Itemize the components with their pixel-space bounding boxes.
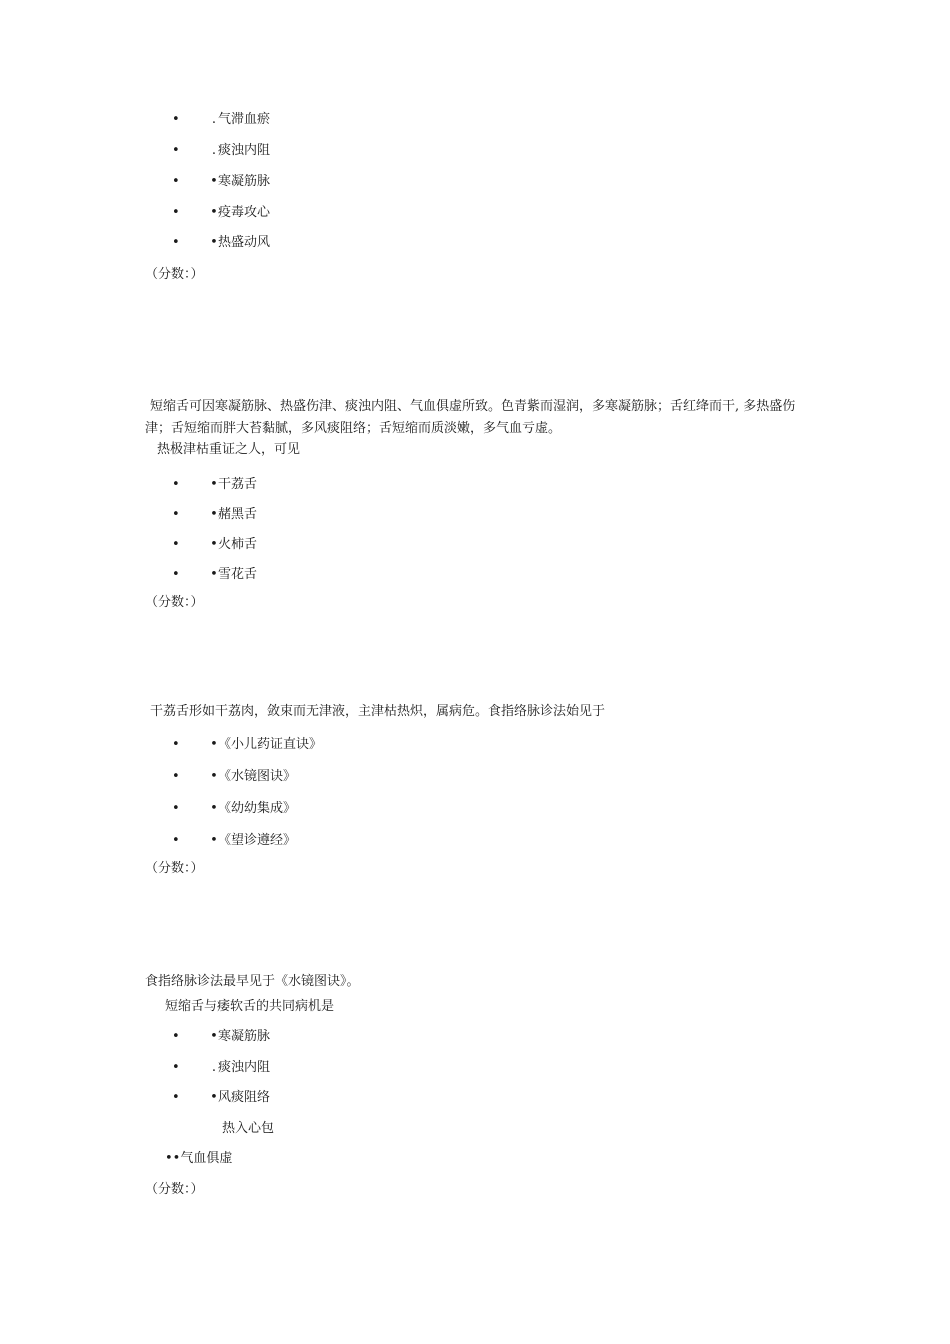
option-text: •干荔舌 (210, 477, 258, 492)
option-text: •《水镜图诀》 (210, 769, 297, 784)
q2-score: （分数：） (145, 595, 204, 610)
option-text: •《小儿药证直诀》 (210, 737, 323, 752)
bullet: • (172, 801, 180, 816)
bullet: • (172, 1090, 180, 1105)
q3-explanation: 食指络脉诊法最早见于《水镜图诀》。 (145, 974, 360, 989)
q4-option-last[interactable]: ••气血俱虚 (165, 1151, 233, 1166)
option-text: •《望诊遵经》 (210, 833, 297, 848)
bullet: • (172, 143, 180, 158)
bullet: • (172, 1060, 180, 1075)
option-text: •寒凝筋脉 (210, 174, 271, 189)
q1-explanation: 短缩舌可因寒凝筋脉、热盛伤津、痰浊内阻、气血俱虚所致。色青紫而湿润，多寒凝筋脉；舌红绛而干, 多热盛伤津；舌短缩而胖大苔黏腻，多风痰阻络；舌短缩而质淡嫩，多气血亏虚。 (145, 399, 796, 436)
bullet: • (172, 205, 180, 220)
option-text: •热盛动风 (210, 235, 271, 250)
option-text: •疫毒攻心 (210, 205, 271, 220)
bullet: • (172, 769, 180, 784)
option-text: •《幼幼集成》 (210, 801, 297, 816)
bullet: • (172, 567, 180, 582)
option-text: •雪花舌 (210, 567, 258, 582)
q2-stem: 热极津枯重证之人，可见 (157, 442, 301, 457)
bullet: • (172, 477, 180, 492)
q4-stem: 短缩舌与痿软舌的共同病机是 (165, 999, 335, 1014)
bullet: • (172, 174, 180, 189)
option-text: •寒凝筋脉 (210, 1029, 271, 1044)
option-text: •火柿舌 (210, 537, 258, 552)
bullet: • (172, 537, 180, 552)
option-text: . 痰浊内阻 (211, 1060, 271, 1075)
option-text: . 气滞血瘀 (211, 112, 271, 127)
q4-option-orphan[interactable]: 热入心包 (222, 1121, 275, 1136)
bullet: • (172, 235, 180, 250)
q4-score: （分数：） (145, 1182, 204, 1197)
bullet: • (172, 1029, 180, 1044)
q2-explanation-q3-stem: 干荔舌形如干荔肉，敛束而无津液，主津枯热炽，属病危。食指络脉诊法始见于 (150, 704, 606, 719)
bullet: • (172, 833, 180, 848)
option-text: •赭黑舌 (210, 507, 258, 522)
option-text: •风痰阻络 (210, 1090, 271, 1105)
option-text: . 痰浊内阻 (211, 143, 271, 158)
bullet: • (172, 507, 180, 522)
q3-score: （分数：） (145, 861, 204, 876)
q1-score: （分数：） (145, 267, 204, 282)
bullet: • (172, 112, 180, 127)
bullet: • (172, 737, 180, 752)
